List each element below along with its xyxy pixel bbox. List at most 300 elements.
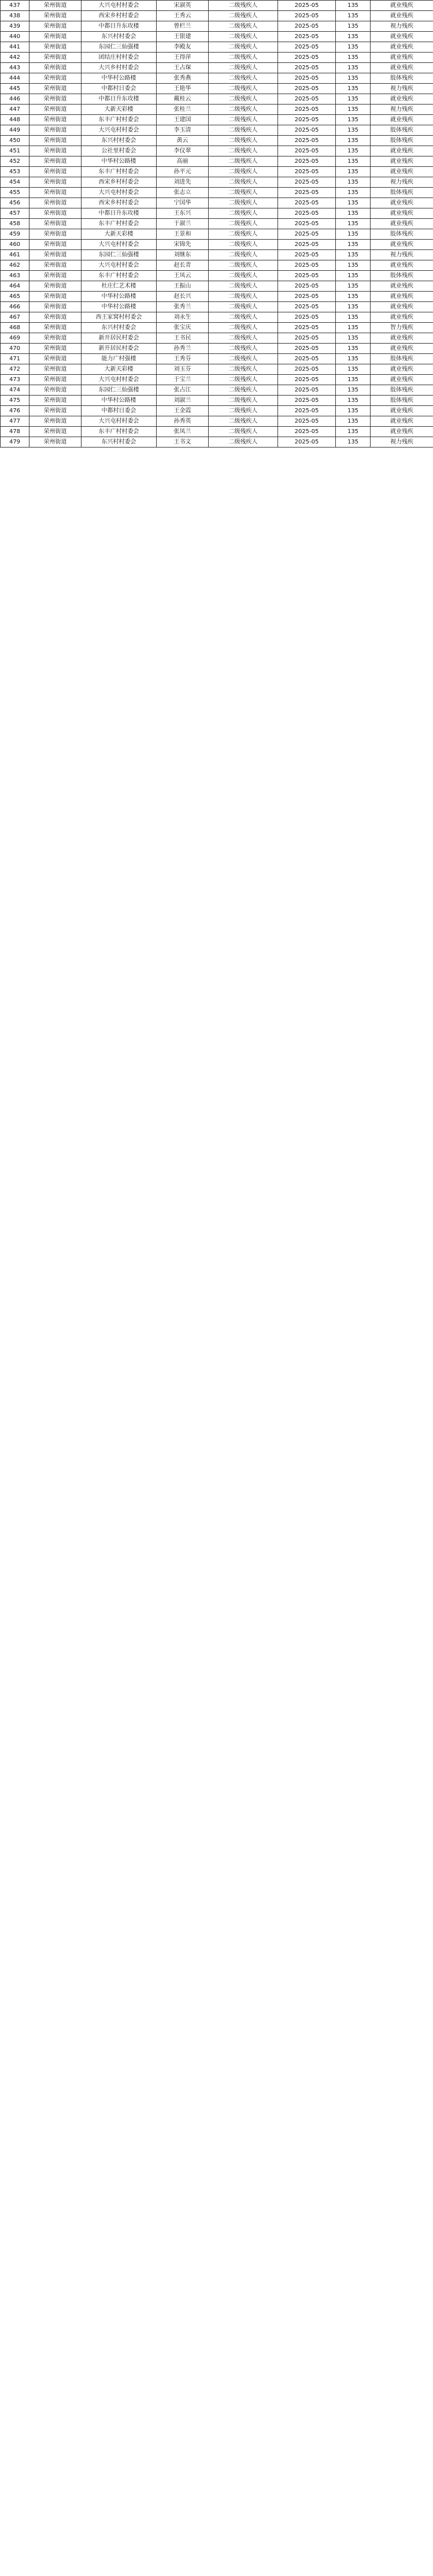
note-cell: 就业残疾 (371, 260, 433, 271)
note-cell: 视力残疾 (371, 105, 433, 115)
date-cell: 2025-05 (278, 271, 336, 281)
name-cell: 王占琛 (157, 63, 209, 73)
name-cell: 张志立 (157, 188, 209, 198)
village-cell: 西宋乡村村委会 (82, 11, 157, 21)
row-index: 441 (1, 42, 29, 53)
amount-cell: 135 (336, 281, 371, 292)
table-row (1, 11, 433, 21)
village-cell: 大新天彩楼 (82, 105, 157, 115)
name-cell: 王凤云 (157, 271, 209, 281)
date-cell: 2025-05 (278, 94, 336, 105)
table-row (1, 136, 433, 146)
date-cell: 2025-05 (278, 427, 336, 437)
row-index: 455 (1, 188, 29, 198)
date-cell: 2025-05 (278, 73, 336, 84)
category-cell: 二级残疾人 (209, 219, 278, 229)
amount-cell: 135 (336, 167, 371, 177)
note-cell: 就业残疾 (371, 208, 433, 219)
name-cell: 曾栏兰 (157, 21, 209, 32)
name-cell: 孙秀英 (157, 416, 209, 427)
note-cell: 就业残疾 (371, 11, 433, 21)
row-index: 459 (1, 229, 29, 240)
table-row (1, 125, 433, 136)
village-cell: 大兴屯村村委会 (82, 375, 157, 385)
row-index: 472 (1, 364, 29, 375)
village-cell: 东园仁三仙强楼 (82, 385, 157, 396)
amount-cell: 135 (336, 312, 371, 323)
note-cell: 肢体残疾 (371, 73, 433, 84)
date-cell: 2025-05 (278, 312, 336, 323)
table-row (1, 333, 433, 344)
category-cell: 二级残疾人 (209, 302, 278, 312)
row-index: 440 (1, 32, 29, 42)
amount-cell: 135 (336, 188, 371, 198)
town-cell: 荣州街道 (29, 396, 82, 406)
date-cell: 2025-05 (278, 240, 336, 250)
category-cell: 二级残疾人 (209, 146, 278, 156)
date-cell: 2025-05 (278, 260, 336, 271)
date-cell: 2025-05 (278, 42, 336, 53)
amount-cell: 135 (336, 406, 371, 416)
category-cell: 二级残疾人 (209, 260, 278, 271)
amount-cell: 135 (336, 416, 371, 427)
table-row (1, 354, 433, 364)
date-cell: 2025-05 (278, 21, 336, 32)
table-row (1, 323, 433, 333)
village-cell: 东丰广村村委会 (82, 115, 157, 125)
row-index: 473 (1, 375, 29, 385)
village-cell: 大新天彩楼 (82, 364, 157, 375)
date-cell: 2025-05 (278, 250, 336, 260)
town-cell: 荣州街道 (29, 73, 82, 84)
table-row (1, 302, 433, 312)
name-cell: 王书民 (157, 333, 209, 344)
row-index: 444 (1, 73, 29, 84)
town-cell: 荣州街道 (29, 177, 82, 188)
note-cell: 就业残疾 (371, 240, 433, 250)
amount-cell: 135 (336, 219, 371, 229)
table-row (1, 42, 433, 53)
village-cell: 西宋乡村村委会 (82, 177, 157, 188)
town-cell: 荣州街道 (29, 11, 82, 21)
village-cell: 新开居民村委会 (82, 333, 157, 344)
table-row (1, 219, 433, 229)
note-cell: 就业残疾 (371, 63, 433, 73)
note-cell: 就业残疾 (371, 333, 433, 344)
date-cell: 2025-05 (278, 198, 336, 208)
note-cell: 就业残疾 (371, 312, 433, 323)
category-cell: 二级残疾人 (209, 42, 278, 53)
name-cell: 王景和 (157, 229, 209, 240)
category-cell: 二级残疾人 (209, 375, 278, 385)
category-cell: 二级残疾人 (209, 427, 278, 437)
amount-cell: 135 (336, 73, 371, 84)
town-cell: 荣州街道 (29, 208, 82, 219)
category-cell: 二级残疾人 (209, 32, 278, 42)
name-cell: 李殿友 (157, 42, 209, 53)
note-cell: 就业残疾 (371, 364, 433, 375)
date-cell: 2025-05 (278, 323, 336, 333)
date-cell: 2025-05 (278, 344, 336, 354)
town-cell: 荣州街道 (29, 84, 82, 94)
category-cell: 二级残疾人 (209, 364, 278, 375)
row-index: 478 (1, 427, 29, 437)
note-cell: 肢体残疾 (371, 136, 433, 146)
table-row (1, 250, 433, 260)
row-index: 474 (1, 385, 29, 396)
town-cell: 荣州街道 (29, 406, 82, 416)
village-cell: 东园仁三仙强楼 (82, 42, 157, 53)
amount-cell: 135 (336, 250, 371, 260)
note-cell: 肢体残疾 (371, 125, 433, 136)
town-cell: 荣州街道 (29, 385, 82, 396)
date-cell: 2025-05 (278, 292, 336, 302)
village-cell: 中华村公路楼 (82, 156, 157, 167)
town-cell: 荣州街道 (29, 63, 82, 73)
name-cell: 张桂兰 (157, 105, 209, 115)
name-cell: 王东兴 (157, 208, 209, 219)
note-cell: 就业残疾 (371, 94, 433, 105)
note-cell: 就业残疾 (371, 53, 433, 63)
town-cell: 荣州街道 (29, 53, 82, 63)
date-cell: 2025-05 (278, 416, 336, 427)
row-index: 470 (1, 344, 29, 354)
village-cell: 公社里村委会 (82, 146, 157, 156)
amount-cell: 135 (336, 125, 371, 136)
town-cell: 荣州街道 (29, 250, 82, 260)
name-cell: 张秀燕 (157, 73, 209, 84)
town-cell: 荣州街道 (29, 115, 82, 125)
category-cell: 二级残疾人 (209, 84, 278, 94)
table-row (1, 344, 433, 354)
row-index: 443 (1, 63, 29, 73)
category-cell: 二级残疾人 (209, 271, 278, 281)
category-cell: 二级残疾人 (209, 250, 278, 260)
table-row (1, 208, 433, 219)
date-cell: 2025-05 (278, 406, 336, 416)
table-row (1, 198, 433, 208)
category-cell: 二级残疾人 (209, 1, 278, 11)
date-cell: 2025-05 (278, 281, 336, 292)
row-index: 468 (1, 323, 29, 333)
village-cell: 东丰广村村委会 (82, 271, 157, 281)
name-cell: 戴桂云 (157, 94, 209, 105)
table-row (1, 167, 433, 177)
amount-cell: 135 (336, 364, 371, 375)
amount-cell: 135 (336, 177, 371, 188)
town-cell: 荣州街道 (29, 292, 82, 302)
category-cell: 二级残疾人 (209, 385, 278, 396)
town-cell: 荣州街道 (29, 323, 82, 333)
table-row (1, 271, 433, 281)
name-cell: 王金霞 (157, 406, 209, 416)
village-cell: 新开居民村委会 (82, 344, 157, 354)
name-cell: 王秀云 (157, 11, 209, 21)
category-cell: 二级残疾人 (209, 333, 278, 344)
town-cell: 荣州街道 (29, 229, 82, 240)
date-cell: 2025-05 (278, 177, 336, 188)
amount-cell: 135 (336, 94, 371, 105)
row-index: 458 (1, 219, 29, 229)
table-row (1, 177, 433, 188)
note-cell: 肢体残疾 (371, 396, 433, 406)
table-body (1, 1, 433, 448)
note-cell: 就业残疾 (371, 302, 433, 312)
table-row (1, 416, 433, 427)
name-cell: 张秀兰 (157, 302, 209, 312)
date-cell: 2025-05 (278, 11, 336, 21)
note-cell: 就业残疾 (371, 416, 433, 427)
category-cell: 二级残疾人 (209, 73, 278, 84)
town-cell: 荣州街道 (29, 354, 82, 364)
village-cell: 中都日升东攻楼 (82, 21, 157, 32)
name-cell: 高丽 (157, 156, 209, 167)
name-cell: 王秀芬 (157, 354, 209, 364)
amount-cell: 135 (336, 302, 371, 312)
village-cell: 大兴屯村村委会 (82, 416, 157, 427)
amount-cell: 135 (336, 437, 371, 448)
amount-cell: 135 (336, 11, 371, 21)
date-cell: 2025-05 (278, 156, 336, 167)
town-cell: 荣州街道 (29, 302, 82, 312)
amount-cell: 135 (336, 375, 371, 385)
row-index: 457 (1, 208, 29, 219)
name-cell: 刘玉芬 (157, 364, 209, 375)
amount-cell: 135 (336, 323, 371, 333)
date-cell: 2025-05 (278, 32, 336, 42)
table-row (1, 156, 433, 167)
village-cell: 杜庄仁艺术楼 (82, 281, 157, 292)
amount-cell: 135 (336, 385, 371, 396)
name-cell: 李仪翠 (157, 146, 209, 156)
note-cell: 就业残疾 (371, 344, 433, 354)
town-cell: 荣州街道 (29, 188, 82, 198)
table-row (1, 260, 433, 271)
amount-cell: 135 (336, 136, 371, 146)
village-cell: 中华村公路楼 (82, 302, 157, 312)
date-cell: 2025-05 (278, 167, 336, 177)
note-cell: 就业残疾 (371, 281, 433, 292)
category-cell: 二级残疾人 (209, 177, 278, 188)
category-cell: 二级残疾人 (209, 11, 278, 21)
row-index: 453 (1, 167, 29, 177)
category-cell: 二级残疾人 (209, 229, 278, 240)
row-index: 463 (1, 271, 29, 281)
amount-cell: 135 (336, 1, 371, 11)
village-cell: 东兴村村委会 (82, 136, 157, 146)
village-cell: 中都日升东攻楼 (82, 208, 157, 219)
amount-cell: 135 (336, 105, 371, 115)
name-cell: 于淑兰 (157, 219, 209, 229)
village-cell: 中华村公路楼 (82, 292, 157, 302)
village-cell: 大兴屯村村委会 (82, 188, 157, 198)
table-row (1, 396, 433, 406)
amount-cell: 135 (336, 84, 371, 94)
village-cell: 东园仁三仙强楼 (82, 250, 157, 260)
village-cell: 大兴屯村村委会 (82, 125, 157, 136)
village-cell: 中华村公路楼 (82, 396, 157, 406)
date-cell: 2025-05 (278, 375, 336, 385)
table-row (1, 84, 433, 94)
table-row (1, 105, 433, 115)
town-cell: 荣州街道 (29, 240, 82, 250)
table-row (1, 385, 433, 396)
amount-cell: 135 (336, 271, 371, 281)
note-cell: 就业残疾 (371, 406, 433, 416)
village-cell: 中都日升东攻楼 (82, 94, 157, 105)
town-cell: 荣州街道 (29, 1, 82, 11)
date-cell: 2025-05 (278, 364, 336, 375)
row-index: 445 (1, 84, 29, 94)
date-cell: 2025-05 (278, 354, 336, 364)
row-index: 454 (1, 177, 29, 188)
village-cell: 东丰广村村委会 (82, 427, 157, 437)
town-cell: 荣州街道 (29, 364, 82, 375)
category-cell: 二级残疾人 (209, 344, 278, 354)
town-cell: 荣州街道 (29, 375, 82, 385)
category-cell: 二级残疾人 (209, 198, 278, 208)
table-row (1, 188, 433, 198)
row-index: 461 (1, 250, 29, 260)
village-cell: 大兴屯村村委会 (82, 240, 157, 250)
table-row (1, 73, 433, 84)
date-cell: 2025-05 (278, 385, 336, 396)
row-index: 456 (1, 198, 29, 208)
table-row (1, 427, 433, 437)
category-cell: 二级残疾人 (209, 281, 278, 292)
note-cell: 就业残疾 (371, 198, 433, 208)
date-cell: 2025-05 (278, 125, 336, 136)
category-cell: 二级残疾人 (209, 312, 278, 323)
village-cell: 大兴屯村村委会 (82, 260, 157, 271)
date-cell: 2025-05 (278, 53, 336, 63)
category-cell: 二级残疾人 (209, 406, 278, 416)
amount-cell: 135 (336, 198, 371, 208)
note-cell: 肢体残疾 (371, 188, 433, 198)
amount-cell: 135 (336, 42, 371, 53)
note-cell: 就业残疾 (371, 167, 433, 177)
row-index: 464 (1, 281, 29, 292)
row-index: 439 (1, 21, 29, 32)
note-cell: 视力残疾 (371, 84, 433, 94)
category-cell: 二级残疾人 (209, 53, 278, 63)
note-cell: 就业残疾 (371, 375, 433, 385)
name-cell: 王得萍 (157, 53, 209, 63)
name-cell: 宋锦先 (157, 240, 209, 250)
row-index: 469 (1, 333, 29, 344)
village-cell: 西王家窝村村委会 (82, 312, 157, 323)
category-cell: 二级残疾人 (209, 292, 278, 302)
note-cell: 就业残疾 (371, 292, 433, 302)
village-cell: 大兴乡村村委会 (82, 63, 157, 73)
note-cell: 就业残疾 (371, 1, 433, 11)
town-cell: 荣州街道 (29, 281, 82, 292)
name-cell: 王艳华 (157, 84, 209, 94)
village-cell: 中都村日委会 (82, 406, 157, 416)
row-index: 465 (1, 292, 29, 302)
date-cell: 2025-05 (278, 105, 336, 115)
table-row (1, 94, 433, 105)
row-index: 477 (1, 416, 29, 427)
name-cell: 刘永生 (157, 312, 209, 323)
table-row (1, 146, 433, 156)
category-cell: 二级残疾人 (209, 136, 278, 146)
name-cell: 赵长青 (157, 260, 209, 271)
town-cell: 荣州街道 (29, 167, 82, 177)
town-cell: 荣州街道 (29, 94, 82, 105)
note-cell: 视力残疾 (371, 21, 433, 32)
name-cell: 赵长兴 (157, 292, 209, 302)
amount-cell: 135 (336, 427, 371, 437)
amount-cell: 135 (336, 63, 371, 73)
name-cell: 张宝庆 (157, 323, 209, 333)
amount-cell: 135 (336, 208, 371, 219)
town-cell: 荣州街道 (29, 198, 82, 208)
row-index: 471 (1, 354, 29, 364)
amount-cell: 135 (336, 146, 371, 156)
town-cell: 荣州街道 (29, 32, 82, 42)
amount-cell: 135 (336, 229, 371, 240)
date-cell: 2025-05 (278, 146, 336, 156)
table-row (1, 406, 433, 416)
town-cell: 荣州街道 (29, 260, 82, 271)
amount-cell: 135 (336, 292, 371, 302)
village-cell: 中都村日委会 (82, 84, 157, 94)
note-cell: 肢体残疾 (371, 271, 433, 281)
town-cell: 荣州街道 (29, 427, 82, 437)
town-cell: 荣州街道 (29, 333, 82, 344)
name-cell: 王建国 (157, 115, 209, 125)
name-cell: 宁国华 (157, 198, 209, 208)
name-cell: 王银建 (157, 32, 209, 42)
note-cell: 视力残疾 (371, 250, 433, 260)
row-index: 447 (1, 105, 29, 115)
name-cell: 王书文 (157, 437, 209, 448)
row-index: 475 (1, 396, 29, 406)
note-cell: 视力残疾 (371, 437, 433, 448)
category-cell: 二级残疾人 (209, 188, 278, 198)
date-cell: 2025-05 (278, 437, 336, 448)
table-row (1, 115, 433, 125)
village-cell: 能力广村强楼 (82, 354, 157, 364)
table-row (1, 229, 433, 240)
category-cell: 二级残疾人 (209, 167, 278, 177)
amount-cell: 135 (336, 354, 371, 364)
note-cell: 就业残疾 (371, 156, 433, 167)
table-row (1, 240, 433, 250)
town-cell: 荣州街道 (29, 271, 82, 281)
category-cell: 二级残疾人 (209, 208, 278, 219)
category-cell: 二级残疾人 (209, 396, 278, 406)
name-cell: 李玉清 (157, 125, 209, 136)
village-cell: 东兴村村委会 (82, 437, 157, 448)
category-cell: 二级残疾人 (209, 354, 278, 364)
category-cell: 二级残疾人 (209, 63, 278, 73)
town-cell: 荣州街道 (29, 42, 82, 53)
amount-cell: 135 (336, 156, 371, 167)
row-index: 466 (1, 302, 29, 312)
amount-cell: 135 (336, 21, 371, 32)
date-cell: 2025-05 (278, 115, 336, 125)
village-cell: 东丰广村村委会 (82, 219, 157, 229)
row-index: 448 (1, 115, 29, 125)
table-row (1, 292, 433, 302)
table-row (1, 364, 433, 375)
town-cell: 荣州街道 (29, 219, 82, 229)
table-row (1, 1, 433, 11)
row-index: 438 (1, 11, 29, 21)
category-cell: 二级残疾人 (209, 115, 278, 125)
